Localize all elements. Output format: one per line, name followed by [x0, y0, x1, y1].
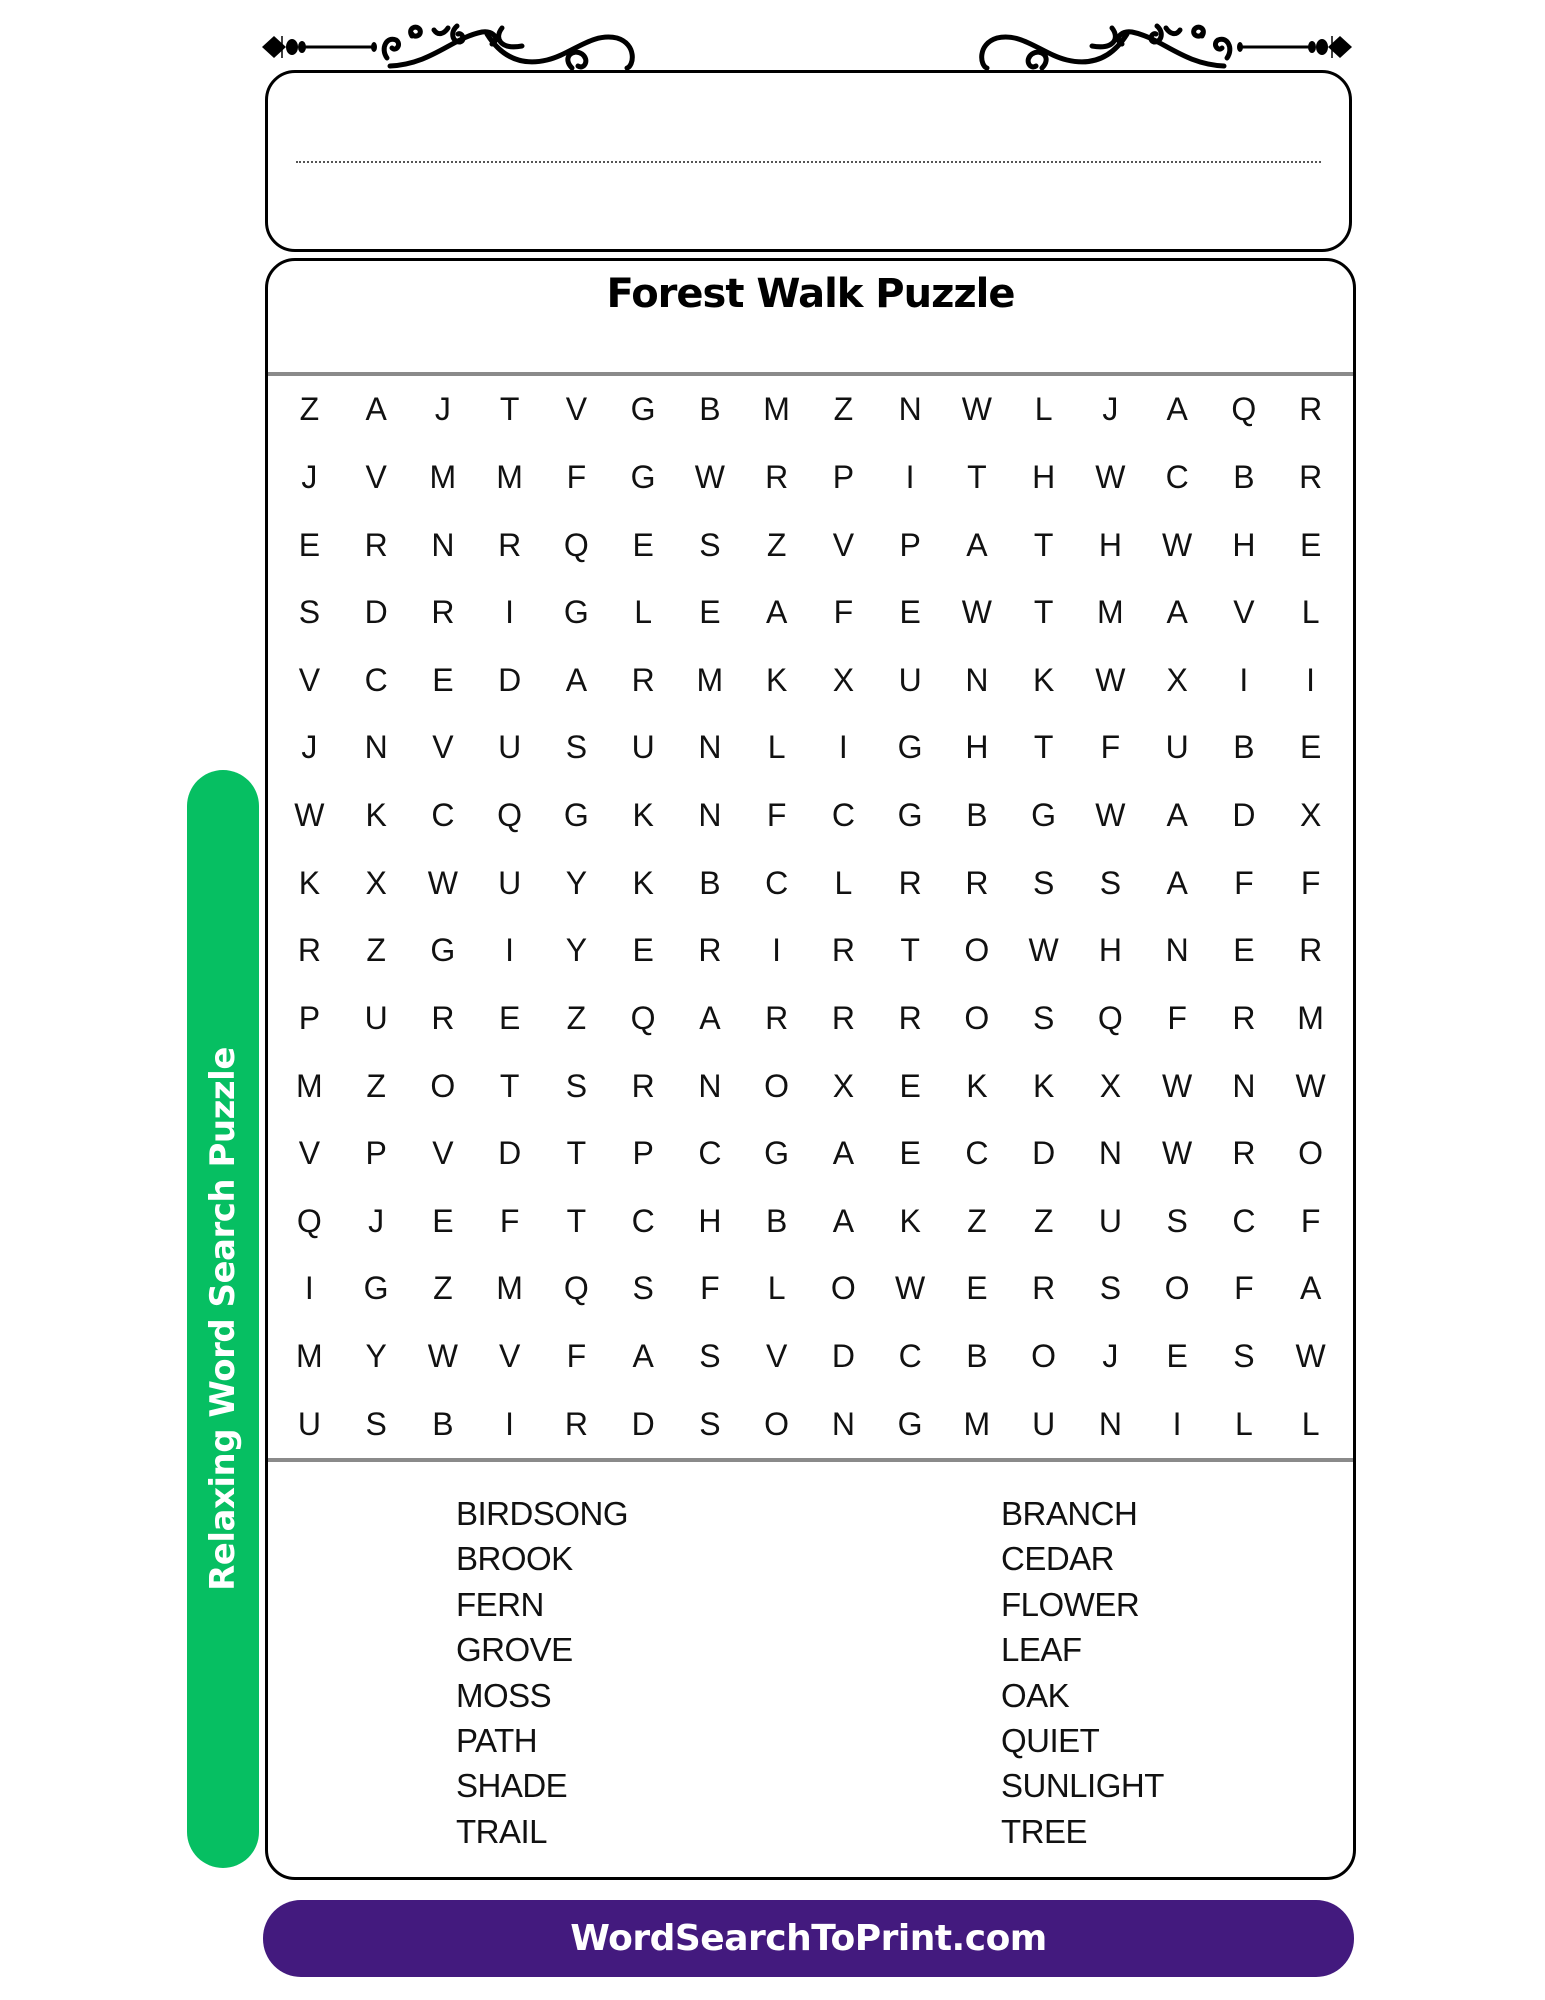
word-item: TRAIL — [456, 1812, 548, 1850]
grid-cell[interactable]: T — [499, 391, 520, 428]
grid-cell[interactable]: E — [899, 594, 921, 631]
grid-cell[interactable]: V — [365, 458, 387, 495]
grid-cell[interactable]: E — [498, 999, 521, 1036]
grid-cell[interactable]: M — [496, 1270, 523, 1307]
grid-cell[interactable]: V — [498, 1338, 521, 1375]
grid-cell[interactable]: O — [1164, 1270, 1190, 1307]
grid-cell[interactable]: H — [1232, 526, 1256, 563]
grid-cell[interactable]: F — [1234, 1270, 1254, 1307]
grid-cell[interactable]: R — [1299, 391, 1323, 428]
grid-cell[interactable]: N — [1165, 932, 1189, 969]
grid-cell[interactable]: B — [1233, 729, 1255, 766]
grid-cell[interactable]: M — [296, 1338, 323, 1375]
grid-cell[interactable]: G — [430, 932, 456, 969]
grid-cell[interactable]: W — [694, 458, 725, 495]
grid-cell[interactable]: K — [632, 797, 654, 834]
grid-cell[interactable]: T — [1033, 729, 1054, 766]
grid-cell[interactable]: G — [563, 797, 589, 834]
grid-cell[interactable]: W — [1295, 1338, 1326, 1375]
grid-cell[interactable]: G — [897, 729, 923, 766]
grid-cell[interactable]: N — [898, 391, 922, 428]
grid-cell[interactable]: L — [1234, 1405, 1253, 1442]
grid-cell[interactable]: M — [1097, 594, 1124, 631]
grid-cell[interactable]: D — [498, 661, 522, 698]
grid-cell[interactable]: R — [831, 999, 855, 1036]
grid-cell[interactable]: E — [432, 661, 454, 698]
grid-cell[interactable]: X — [832, 1067, 855, 1104]
grid-cell[interactable]: E — [699, 594, 721, 631]
word-list-left-column — [456, 1491, 628, 1854]
grid-cell[interactable]: I — [505, 932, 515, 969]
grid-cell[interactable]: E — [1299, 526, 1322, 563]
grid-cell[interactable]: Q — [296, 1202, 322, 1239]
grid-cell[interactable]: U — [898, 661, 922, 698]
grid-cell[interactable]: T — [499, 1067, 520, 1104]
grid-cell[interactable]: E — [899, 1067, 921, 1104]
grid-cell[interactable]: Q — [1097, 999, 1123, 1036]
grid-cell[interactable]: Z — [833, 391, 854, 428]
grid-cell[interactable]: V — [765, 1338, 788, 1375]
grid-cell[interactable]: V — [432, 1135, 454, 1172]
grid-cell[interactable]: R — [1232, 999, 1256, 1036]
grid-cell[interactable]: B — [699, 391, 721, 428]
grid-cell[interactable]: R — [898, 999, 922, 1036]
grid-cell[interactable]: W — [1162, 1135, 1193, 1172]
grid-cell[interactable]: R — [765, 999, 789, 1036]
grid-cell[interactable]: F — [1300, 864, 1321, 901]
grid-cell[interactable]: S — [1166, 1202, 1188, 1239]
word-item: BIRDSONG — [456, 1495, 629, 1532]
grid-cell[interactable]: S — [365, 1405, 387, 1442]
grid-cell[interactable]: H — [698, 1202, 722, 1239]
grid-cell[interactable]: X — [365, 864, 387, 901]
grid-cell[interactable]: G — [897, 1405, 923, 1442]
word-list-right-column — [1001, 1491, 1164, 1854]
grid-cell[interactable]: P — [832, 458, 855, 495]
side-tab-label: Relaxing Word Search Puzzle — [203, 1047, 243, 1591]
grid-cell[interactable]: C — [1232, 1202, 1256, 1239]
grid-cell[interactable]: O — [1031, 1338, 1057, 1375]
grid-cell[interactable]: T — [1033, 526, 1054, 563]
grid-cell[interactable]: B — [765, 1202, 788, 1239]
grid-cell[interactable]: U — [1098, 1202, 1122, 1239]
grid-cell[interactable]: E — [432, 1202, 454, 1239]
grid-cell[interactable]: Z — [1033, 1202, 1054, 1239]
grid-cell[interactable]: N — [831, 1405, 855, 1442]
grid-cell[interactable]: E — [1299, 729, 1322, 766]
grid-cell[interactable]: K — [1032, 1067, 1055, 1104]
grid-cell[interactable]: X — [832, 661, 855, 698]
grid-cell[interactable]: G — [764, 1135, 790, 1172]
grid-cell[interactable]: I — [905, 458, 915, 495]
grid-cell[interactable]: F — [1100, 729, 1121, 766]
grid-cell[interactable]: M — [763, 391, 790, 428]
grid-cell[interactable]: R — [297, 932, 321, 969]
grid-cell[interactable]: S — [1032, 999, 1055, 1036]
word-item: CEDAR — [1001, 1540, 1115, 1578]
grid-cell[interactable]: N — [698, 797, 722, 834]
grid-cell[interactable]: C — [364, 661, 388, 698]
grid-cell[interactable]: C — [1165, 458, 1189, 495]
grid-cell[interactable]: D — [1232, 797, 1256, 834]
grid-cell[interactable]: E — [632, 526, 654, 563]
grid-cell[interactable]: S — [565, 1067, 588, 1104]
grid-cell[interactable]: M — [429, 458, 457, 495]
grid-cell[interactable]: L — [1034, 391, 1053, 428]
grid-cell[interactable]: V — [832, 526, 855, 563]
grid-cell[interactable]: K — [1032, 661, 1055, 698]
grid-cell[interactable]: A — [699, 999, 721, 1036]
grid-cell[interactable]: R — [631, 1067, 655, 1104]
grid-cell[interactable]: F — [566, 458, 587, 495]
grid-cell[interactable]: L — [834, 864, 853, 901]
grid-cell[interactable]: A — [966, 526, 988, 563]
grid-cell[interactable]: I — [304, 1270, 314, 1307]
puzzle-card — [265, 258, 1356, 1880]
grid-cell[interactable]: N — [698, 1067, 722, 1104]
word-item: FERN — [456, 1585, 544, 1623]
grid-cell[interactable]: U — [297, 1405, 321, 1442]
grid-cell[interactable]: S — [1233, 1338, 1255, 1375]
grid-cell[interactable]: R — [1299, 932, 1323, 969]
grid-cell[interactable]: O — [1298, 1135, 1324, 1172]
grid-cell[interactable]: P — [365, 1135, 387, 1172]
word-item: BROOK — [456, 1540, 573, 1578]
grid-cell[interactable]: N — [364, 729, 388, 766]
grid-cell[interactable]: Z — [566, 999, 587, 1036]
grid-cell[interactable]: F — [766, 797, 787, 834]
grid-cell[interactable]: S — [1099, 1270, 1122, 1307]
grid-cell[interactable]: P — [899, 526, 921, 563]
grid-cell[interactable]: E — [1233, 932, 1255, 969]
grid-cell[interactable]: R — [498, 526, 522, 563]
grid-cell[interactable]: Y — [565, 864, 588, 901]
grid-cell[interactable]: M — [1297, 999, 1324, 1036]
grid-cell[interactable]: R — [431, 999, 455, 1036]
grid-cell[interactable]: I — [838, 729, 848, 766]
grid-cell[interactable]: R — [431, 594, 455, 631]
grid-cell[interactable]: J — [368, 1202, 385, 1239]
grid-cell[interactable]: R — [698, 932, 722, 969]
grid-cell[interactable]: C — [898, 1338, 922, 1375]
grid-cell[interactable]: I — [1239, 661, 1249, 698]
word-item: SUNLIGHT — [1001, 1767, 1164, 1805]
grid-cell[interactable]: X — [1099, 1067, 1122, 1104]
footer-site-link[interactable]: WordSearchToPrint.com — [570, 1918, 1047, 1959]
grid-cell[interactable]: Q — [630, 999, 656, 1036]
grid-cell[interactable]: J — [1102, 1338, 1119, 1375]
grid-cell[interactable]: I — [505, 594, 515, 631]
grid-cell[interactable]: S — [298, 594, 321, 631]
grid-cell[interactable]: Z — [967, 1202, 987, 1239]
grid-cell[interactable]: B — [432, 1405, 454, 1442]
grid-cell[interactable]: Q — [563, 526, 589, 563]
grid-bottom-divider — [268, 1458, 1353, 1462]
grid-cell[interactable]: O — [764, 1067, 790, 1104]
grid-cell[interactable]: F — [1300, 1202, 1321, 1239]
grid-cell[interactable]: H — [965, 729, 989, 766]
grid-cell[interactable]: Z — [366, 932, 386, 969]
grid-cell[interactable]: A — [1166, 797, 1188, 834]
grid-cell[interactable]: F — [1234, 864, 1254, 901]
grid-cell[interactable]: U — [631, 729, 655, 766]
grid-cell[interactable]: V — [298, 661, 321, 698]
grid-cell[interactable]: D — [831, 1338, 855, 1375]
grid-cell[interactable]: U — [1032, 1405, 1056, 1442]
grid-cell[interactable]: O — [964, 999, 990, 1036]
word-item: TREE — [1001, 1812, 1088, 1850]
word-item: OAK — [1001, 1676, 1070, 1714]
word-item: LEAF — [1001, 1631, 1082, 1669]
grid-cell[interactable]: M — [296, 1067, 323, 1104]
grid-cell[interactable]: C — [765, 864, 789, 901]
grid-cell[interactable]: F — [1167, 999, 1187, 1036]
grid-cell[interactable]: L — [634, 594, 653, 631]
grid-cell[interactable]: W — [1095, 458, 1126, 495]
grid-cell[interactable]: Y — [565, 932, 588, 969]
grid-cell[interactable]: K — [765, 661, 788, 698]
grid-cell[interactable]: O — [830, 1270, 856, 1307]
grid-cell[interactable]: P — [632, 1135, 654, 1172]
grid-cell[interactable]: W — [427, 1338, 458, 1375]
grid-cell[interactable]: R — [765, 458, 789, 495]
word-item: GROVE — [456, 1631, 573, 1669]
grid-cell[interactable]: I — [1172, 1405, 1182, 1442]
grid-cell[interactable]: D — [364, 594, 388, 631]
grid-cell[interactable]: A — [1166, 594, 1188, 631]
grid-cell[interactable]: N — [1098, 1405, 1122, 1442]
grid-cell[interactable]: Z — [766, 526, 787, 563]
grid-cell[interactable]: C — [965, 1135, 989, 1172]
grid-cell[interactable]: F — [499, 1202, 520, 1239]
grid-cell[interactable]: G — [897, 797, 923, 834]
grid-cell[interactable]: H — [1098, 526, 1122, 563]
grid-cell[interactable]: U — [1165, 729, 1189, 766]
grid-cell[interactable]: R — [898, 864, 922, 901]
grid-cell[interactable]: S — [1032, 864, 1055, 901]
grid-cell[interactable]: A — [365, 391, 387, 428]
side-tab — [187, 770, 259, 1868]
grid-cell[interactable]: P — [298, 999, 321, 1036]
grid-cell[interactable]: A — [565, 661, 588, 698]
grid-cell[interactable]: R — [631, 661, 655, 698]
grid-cell[interactable]: D — [631, 1405, 655, 1442]
grid-cell[interactable]: W — [1162, 526, 1193, 563]
scroll-flourish-divider-icon — [262, 18, 1352, 70]
grid-cell[interactable]: C — [831, 797, 855, 834]
word-item: QUIET — [1001, 1722, 1100, 1760]
grid-cell[interactable]: Z — [299, 391, 320, 428]
grid-cell[interactable]: A — [1299, 1270, 1322, 1307]
grid-cell[interactable]: Y — [365, 1338, 387, 1375]
grid-cell[interactable]: U — [498, 729, 522, 766]
grid-cell[interactable]: K — [966, 1067, 988, 1104]
grid-cell[interactable]: L — [1301, 594, 1320, 631]
grid-cell[interactable]: S — [699, 526, 721, 563]
name-box[interactable] — [265, 70, 1352, 252]
grid-cell[interactable]: K — [899, 1202, 921, 1239]
footer-banner[interactable] — [263, 1900, 1354, 1977]
grid-cell[interactable]: Z — [366, 1067, 386, 1104]
grid-cell[interactable]: W — [1162, 1067, 1193, 1104]
word-list — [268, 1491, 1353, 1851]
grid-cell[interactable]: M — [963, 1405, 991, 1442]
grid-cell[interactable]: Z — [433, 1270, 453, 1307]
grid-cell[interactable]: T — [566, 1135, 587, 1172]
grid-cell[interactable]: S — [699, 1338, 721, 1375]
grid-cell[interactable]: A — [1166, 864, 1188, 901]
grid-cell[interactable]: O — [430, 1067, 456, 1104]
grid-cell[interactable]: L — [1301, 1405, 1320, 1442]
grid-cell[interactable]: Q — [497, 797, 523, 834]
grid-cell[interactable]: F — [833, 594, 854, 631]
grid-cell[interactable]: R — [1299, 458, 1323, 495]
grid-cell[interactable]: K — [298, 864, 321, 901]
grid-cell[interactable]: I — [1306, 661, 1316, 698]
grid-cell[interactable]: W — [1095, 797, 1126, 834]
grid-cell[interactable]: B — [1233, 458, 1255, 495]
grid-cell[interactable]: W — [895, 1270, 926, 1307]
grid-cell[interactable]: C — [698, 1135, 722, 1172]
grid-cell[interactable]: A — [832, 1202, 855, 1239]
grid-cell[interactable]: N — [1232, 1067, 1256, 1104]
grid-cell[interactable]: X — [1299, 797, 1322, 834]
grid-cell[interactable]: I — [772, 932, 782, 969]
grid-cell[interactable]: J — [1102, 391, 1119, 428]
grid-cell[interactable]: T — [1033, 594, 1054, 631]
grid-cell[interactable]: R — [831, 932, 855, 969]
grid-cell[interactable]: A — [832, 1135, 855, 1172]
grid-cell[interactable]: R — [364, 526, 388, 563]
grid-cell[interactable]: K — [365, 797, 387, 834]
grid-cell[interactable]: K — [632, 864, 654, 901]
grid-cell[interactable]: B — [966, 797, 988, 834]
grid-cell[interactable]: W — [1295, 1067, 1326, 1104]
grid-cell[interactable]: M — [696, 661, 724, 698]
grid-cell[interactable]: W — [1095, 661, 1126, 698]
grid-cell[interactable]: L — [767, 1270, 786, 1307]
grid-cell[interactable]: N — [431, 526, 455, 563]
word-item: BRANCH — [1001, 1495, 1138, 1532]
grid-cell[interactable]: R — [564, 1405, 588, 1442]
word-item: FLOWER — [1001, 1585, 1140, 1623]
grid-cell[interactable]: N — [965, 661, 989, 698]
grid-cell[interactable]: G — [363, 1270, 389, 1307]
grid-cell[interactable]: H — [1098, 932, 1122, 969]
grid-cell[interactable]: T — [967, 458, 987, 495]
grid-cell[interactable]: W — [961, 391, 992, 428]
grid-cell[interactable]: S — [1099, 864, 1122, 901]
grid-cell[interactable]: F — [566, 1338, 587, 1375]
grid-cell[interactable]: S — [632, 1270, 654, 1307]
grid-cell[interactable]: W — [294, 797, 325, 834]
grid-cell[interactable]: C — [631, 1202, 655, 1239]
grid-cell[interactable]: J — [434, 391, 451, 428]
grid-cell[interactable]: T — [900, 932, 920, 969]
grid-cell[interactable]: H — [1032, 458, 1056, 495]
grid-cell[interactable]: G — [563, 594, 589, 631]
word-item: MOSS — [456, 1676, 552, 1714]
grid-cell[interactable]: W — [1028, 932, 1059, 969]
grid-cell[interactable]: D — [498, 1135, 522, 1172]
grid-cell[interactable]: R — [965, 864, 989, 901]
grid-cell[interactable]: G — [630, 458, 656, 495]
grid-cell[interactable]: W — [961, 594, 992, 631]
grid-cell[interactable]: W — [427, 864, 458, 901]
grid-cell[interactable]: B — [699, 864, 721, 901]
grid-cell[interactable]: V — [565, 391, 588, 428]
grid-cell[interactable]: V — [432, 729, 454, 766]
word-item: SHADE — [456, 1767, 568, 1805]
grid-cell[interactable]: E — [1166, 1338, 1188, 1375]
grid-cell[interactable]: O — [964, 932, 990, 969]
grid-cell[interactable]: E — [966, 1270, 988, 1307]
grid-cell[interactable]: F — [700, 1270, 720, 1307]
letter-grid — [276, 376, 1344, 1458]
grid-cell[interactable]: J — [301, 729, 318, 766]
grid-cell[interactable]: E — [899, 1135, 921, 1172]
grid-cell[interactable]: G — [1031, 797, 1057, 834]
grid-cell[interactable]: T — [566, 1202, 587, 1239]
grid-cell[interactable]: B — [966, 1338, 988, 1375]
grid-cell[interactable]: E — [632, 932, 654, 969]
grid-cell[interactable]: S — [565, 729, 588, 766]
grid-cell[interactable]: X — [1166, 661, 1188, 698]
grid-cell[interactable]: I — [505, 1405, 515, 1442]
grid-cell[interactable]: J — [301, 458, 318, 495]
grid-cell[interactable]: Q — [1231, 391, 1257, 428]
grid-cell[interactable]: R — [1032, 1270, 1056, 1307]
grid-cell[interactable]: Q — [563, 1270, 589, 1307]
grid-cell[interactable]: A — [1166, 391, 1188, 428]
grid-cell[interactable]: G — [630, 391, 656, 428]
grid-cell[interactable]: M — [496, 458, 523, 495]
grid-cell[interactable]: A — [632, 1338, 654, 1375]
grid-cell[interactable]: U — [364, 999, 388, 1036]
grid-cell[interactable]: R — [1232, 1135, 1256, 1172]
grid-cell[interactable]: E — [298, 526, 321, 563]
grid-cell[interactable]: V — [1233, 594, 1255, 631]
grid-cell[interactable]: D — [1032, 1135, 1056, 1172]
grid-cell[interactable]: V — [298, 1135, 321, 1172]
grid-cell[interactable]: N — [1098, 1135, 1122, 1172]
grid-cell[interactable]: A — [765, 594, 788, 631]
puzzle-title: Forest Walk Puzzle — [606, 271, 1015, 317]
grid-cell[interactable]: S — [699, 1405, 721, 1442]
grid-cell[interactable]: U — [498, 864, 522, 901]
word-item: PATH — [456, 1722, 538, 1760]
grid-cell[interactable]: O — [764, 1405, 790, 1442]
grid-cell[interactable]: L — [767, 729, 786, 766]
grid-cell[interactable]: C — [431, 797, 455, 834]
name-writing-line — [296, 161, 1321, 163]
grid-cell[interactable]: N — [698, 729, 722, 766]
